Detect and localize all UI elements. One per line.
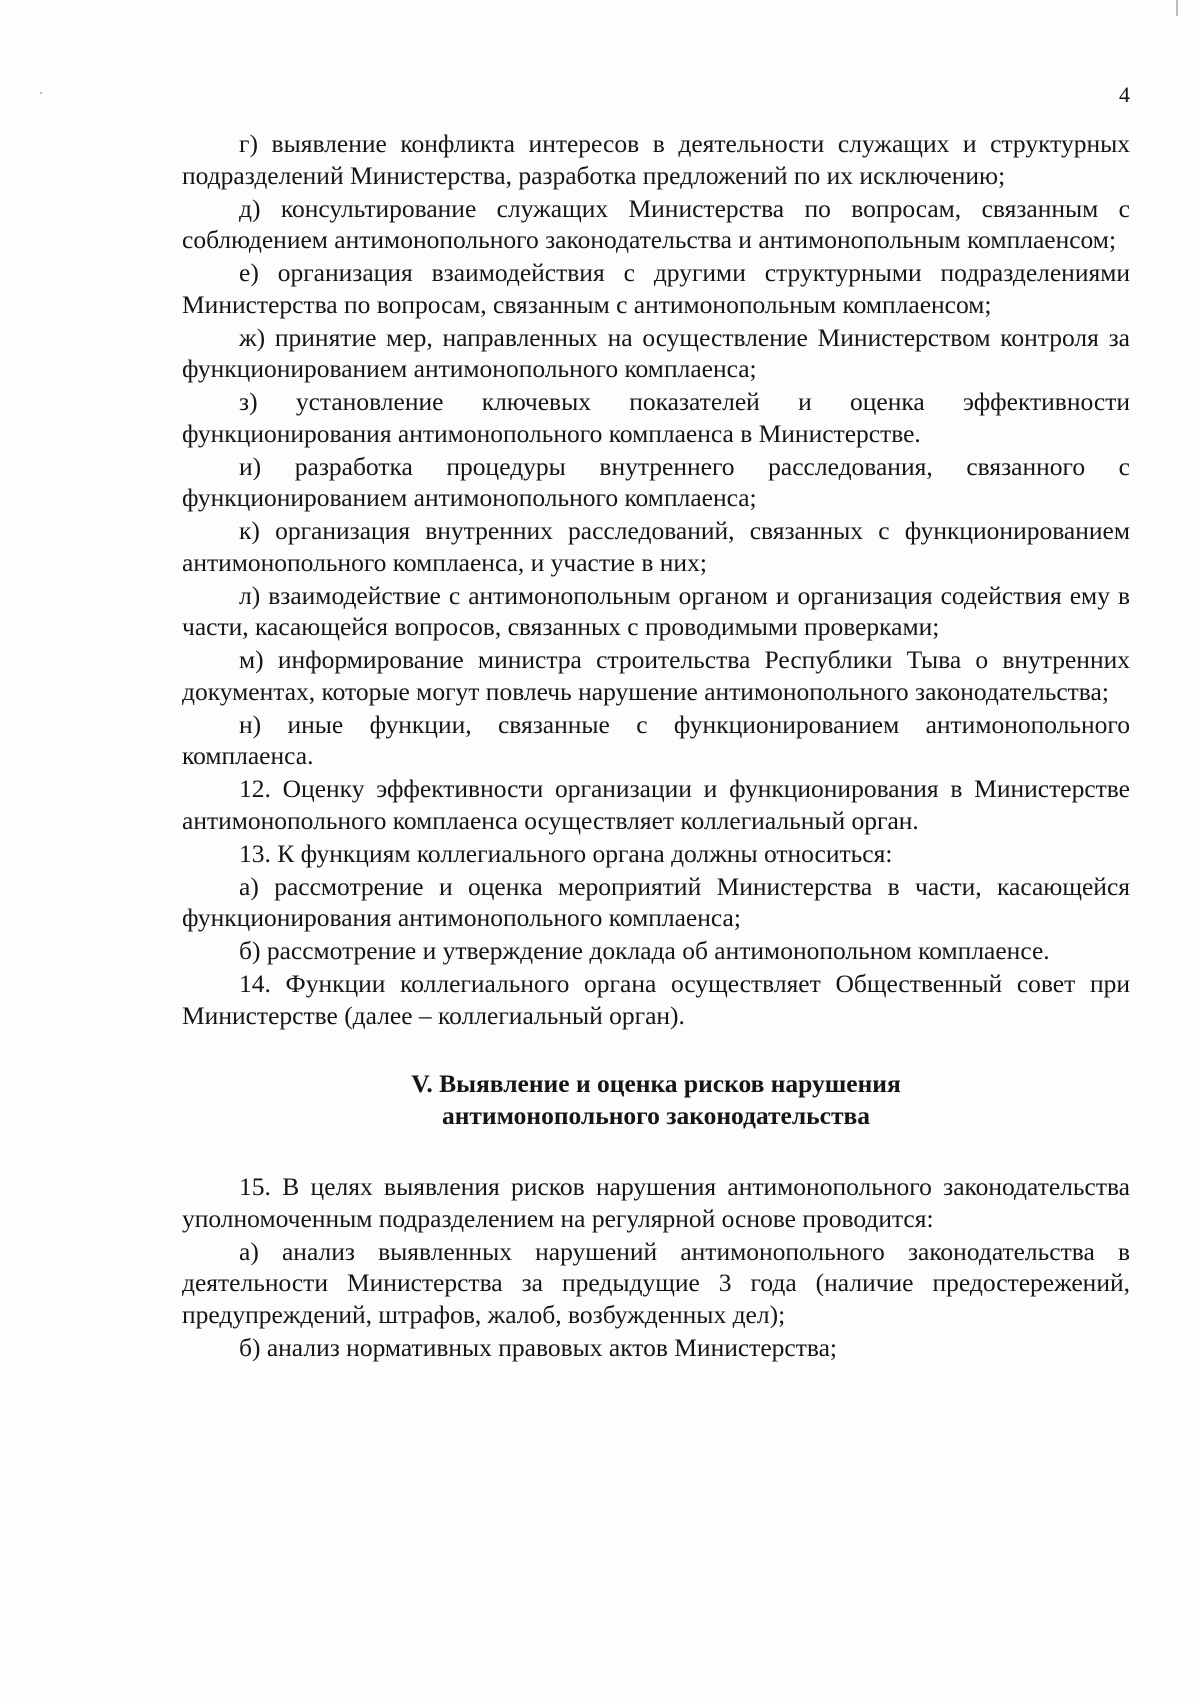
paragraph-l: л) взаимодействие с антимонопольным органом и организация содействия ему в части, касающейся вопросов, связанных с проводимыми проверками; <box>182 580 1130 641</box>
paragraph-13: 13. К функциям коллегиального органа должны относиться: <box>239 838 893 868</box>
paragraph-n: н) иные функции, связанные с функционированием антимонопольного комплаенса. <box>182 709 1130 770</box>
paragraph-14: 14. Функции коллегиального органа осуществляет Общественный совет при Министерстве (далее – коллегиальный орган). <box>182 969 1130 1030</box>
paragraph-15-a: а) анализ выявленных нарушений антимонопольного законодательства в деятельности Министерства за предыдущие 3 года (наличие предостережений, предупреждений, штрафов, жалоб, возбужденных дел); <box>182 1236 1130 1329</box>
paragraph-e: е) организация взаимодействия с другими структурными подразделениями Министерства по вопросам, связанным с антимонопольным комплаенсом; <box>182 258 1130 319</box>
scan-mark-top-right <box>1176 0 1178 16</box>
paragraph-i: и) разработка процедуры внутреннего расследования, связанного с функционированием антимонопольного комплаенса; <box>182 451 1130 512</box>
scan-mark-left <box>40 92 42 94</box>
paragraph-13-b: б) рассмотрение и утверждение доклада об антимонопольном комплаенсе. <box>239 936 1050 965</box>
paragraph-d: д) консультирование служащих Министерства по вопросам, связанным с соблюдением антимонопольного законодательства и антимонопольным комплаенсом; <box>182 193 1130 254</box>
paragraph-m: м) информирование министра строительства Республики Тыва о внутренних документах, которые могут повлечь нарушение антимонопольного законодательства; <box>182 645 1130 706</box>
paragraph-15: 15. В целях выявления рисков нарушения антимонопольного законодательства уполномоченным подразделением на регулярной основе проводится: <box>182 1172 1130 1233</box>
section-heading <box>182 1068 1130 1132</box>
paragraph-15-b: б) анализ нормативных правовых актов Министерства; <box>239 1332 837 1362</box>
section-heading-line-1: V. Выявление и оценка рисков нарушения <box>411 1069 901 1098</box>
paragraph-k: к) организация внутренних расследований, связанных с функционированием антимонопольного комплаенса, и участие в них; <box>182 516 1130 577</box>
section-heading-line-2: антимонопольного законодательства <box>441 1101 871 1130</box>
page-number: 4 <box>1119 82 1130 107</box>
paragraph-zh: ж) принятие мер, направленных на осуществление Министерством контроля за функционированием антимонопольного комплаенса; <box>182 322 1130 383</box>
paragraph-z: з) установление ключевых показателей и оценка эффективности функционирования антимонопольного комплаенса в Министерстве. <box>182 387 1130 448</box>
paragraph-g: г) выявление конфликта интересов в деятельности служащих и структурных подразделений Министерства, разработка предложений по их исключению; <box>182 129 1130 190</box>
paragraph-13-a: а) рассмотрение и оценка мероприятий Министерства в части, касающейся функционирования антимонопольного комплаенса; <box>182 871 1130 932</box>
paragraph-12: 12. Оценку эффективности организации и функционирования в Министерстве антимонопольного комплаенса осуществляет коллегиальный орган. <box>182 774 1130 835</box>
document-body <box>182 128 1130 1365</box>
